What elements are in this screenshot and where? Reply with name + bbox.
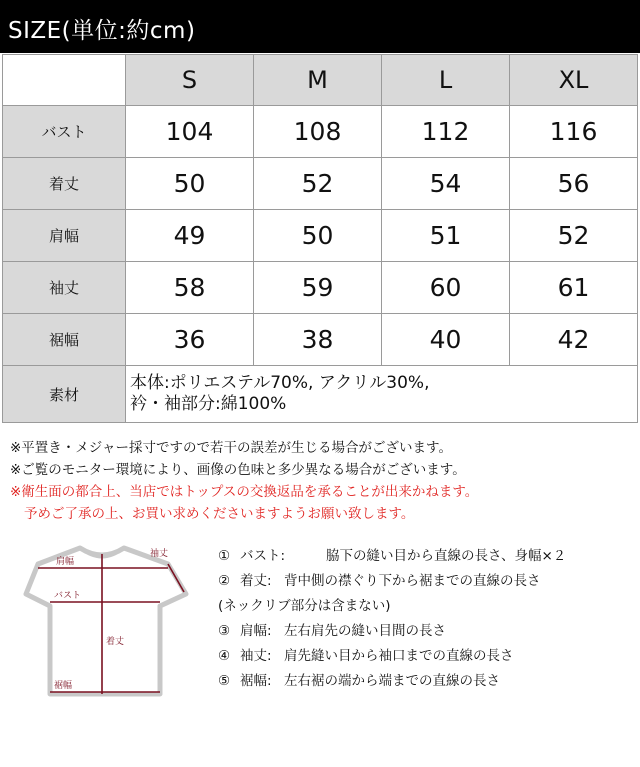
legend-number: ② bbox=[218, 573, 231, 589]
size-header-row bbox=[3, 55, 638, 106]
legend-key: 着丈: bbox=[240, 573, 272, 589]
row-label-hem: 裾幅 bbox=[3, 314, 126, 366]
tshirt-diagram bbox=[22, 540, 197, 710]
size-header-xl: XL bbox=[510, 55, 638, 106]
legend-key: バスト: bbox=[240, 548, 286, 564]
legend-desc: 左右肩先の縫い目間の長さ bbox=[284, 623, 446, 639]
legend-number: ④ bbox=[218, 648, 231, 664]
table-cell: 56 bbox=[510, 158, 638, 210]
size-table bbox=[2, 54, 638, 423]
table-cell: 42 bbox=[510, 314, 638, 366]
table-row bbox=[3, 314, 638, 366]
legend-desc: 左右裾の端から端までの直線の長さ bbox=[284, 673, 500, 689]
legend-item bbox=[218, 544, 566, 569]
table-cell: 58 bbox=[126, 262, 254, 314]
warning-text: 予めご了承の上、お買い求めくださいますようお願い致します。 bbox=[24, 506, 415, 522]
legend-item bbox=[218, 619, 566, 644]
tshirt-outline bbox=[26, 548, 186, 694]
diagram-label-shoulder: 肩幅 bbox=[56, 557, 75, 567]
legend-number: ③ bbox=[218, 623, 231, 639]
measurement-legend bbox=[218, 544, 566, 694]
material-text bbox=[126, 366, 638, 423]
note-text: ※ご覧のモニター環境により、画像の色味と多少異なる場合がございます。 bbox=[10, 462, 466, 478]
material-line: 本体:ポリエステル70%, アクリル30%, bbox=[130, 373, 430, 393]
table-cell: 36 bbox=[126, 314, 254, 366]
legend-item bbox=[218, 594, 566, 619]
diagram-label-length: 着丈 bbox=[106, 637, 125, 647]
legend-number: ① bbox=[218, 548, 231, 564]
diagram-label-sleeve: 袖丈 bbox=[150, 549, 169, 559]
legend-item bbox=[218, 644, 566, 669]
table-cell: 49 bbox=[126, 210, 254, 262]
table-cell: 116 bbox=[510, 106, 638, 158]
table-cell: 52 bbox=[254, 158, 382, 210]
size-header-l: L bbox=[382, 55, 510, 106]
row-label-material: 素材 bbox=[3, 366, 126, 423]
table-row bbox=[3, 210, 638, 262]
table-cell: 59 bbox=[254, 262, 382, 314]
table-cell: 40 bbox=[382, 314, 510, 366]
material-row bbox=[3, 366, 638, 423]
legend-desc: 背中側の襟ぐり下から裾までの直線の長さ bbox=[284, 573, 541, 589]
table-cell: 51 bbox=[382, 210, 510, 262]
title-bar bbox=[0, 0, 640, 53]
notes bbox=[10, 437, 478, 525]
legend-key: 裾幅: bbox=[240, 673, 272, 689]
table-row bbox=[3, 106, 638, 158]
legend-key: 肩幅: bbox=[240, 623, 272, 639]
table-cell: 52 bbox=[510, 210, 638, 262]
warning-text: ※衛生面の都合上、当店ではトップスの交換返品を承ることが出来かねます。 bbox=[10, 484, 479, 500]
page-title: SIZE(単位:約cm) bbox=[8, 18, 196, 44]
legend-desc: 肩先縫い目から袖口までの直線の長さ bbox=[284, 648, 514, 664]
size-header-s: S bbox=[126, 55, 254, 106]
diagram-label-bust: バスト bbox=[54, 591, 82, 601]
material-line: 衿・袖部分:綿100% bbox=[130, 394, 287, 414]
table-cell: 50 bbox=[254, 210, 382, 262]
note-text: ※平置き・メジャー採寸ですので若干の誤差が生じる場合がございます。 bbox=[10, 440, 452, 456]
size-header-m: M bbox=[254, 55, 382, 106]
table-cell: 60 bbox=[382, 262, 510, 314]
table-cell: 54 bbox=[382, 158, 510, 210]
legend-item bbox=[218, 569, 566, 594]
sleeve-line bbox=[168, 564, 184, 592]
row-label-sleeve: 袖丈 bbox=[3, 262, 126, 314]
legend-desc: 脇下の縫い目から直線の長さ、身幅×２ bbox=[326, 548, 567, 564]
diagram-label-hem: 裾幅 bbox=[54, 681, 73, 691]
row-label-bust: バスト bbox=[3, 106, 126, 158]
legend-key: 袖丈: bbox=[240, 648, 272, 664]
table-cell: 61 bbox=[510, 262, 638, 314]
legend-number: ⑤ bbox=[218, 673, 231, 689]
table-row bbox=[3, 158, 638, 210]
table-cell: 50 bbox=[126, 158, 254, 210]
legend-item bbox=[218, 669, 566, 694]
legend-desc: (ネックリブ部分は含まない) bbox=[218, 598, 391, 614]
row-label-shoulder: 肩幅 bbox=[3, 210, 126, 262]
table-cell: 108 bbox=[254, 106, 382, 158]
row-label-length: 着丈 bbox=[3, 158, 126, 210]
corner-cell bbox=[3, 55, 126, 106]
table-cell: 38 bbox=[254, 314, 382, 366]
table-row bbox=[3, 262, 638, 314]
table-cell: 112 bbox=[382, 106, 510, 158]
table-cell: 104 bbox=[126, 106, 254, 158]
